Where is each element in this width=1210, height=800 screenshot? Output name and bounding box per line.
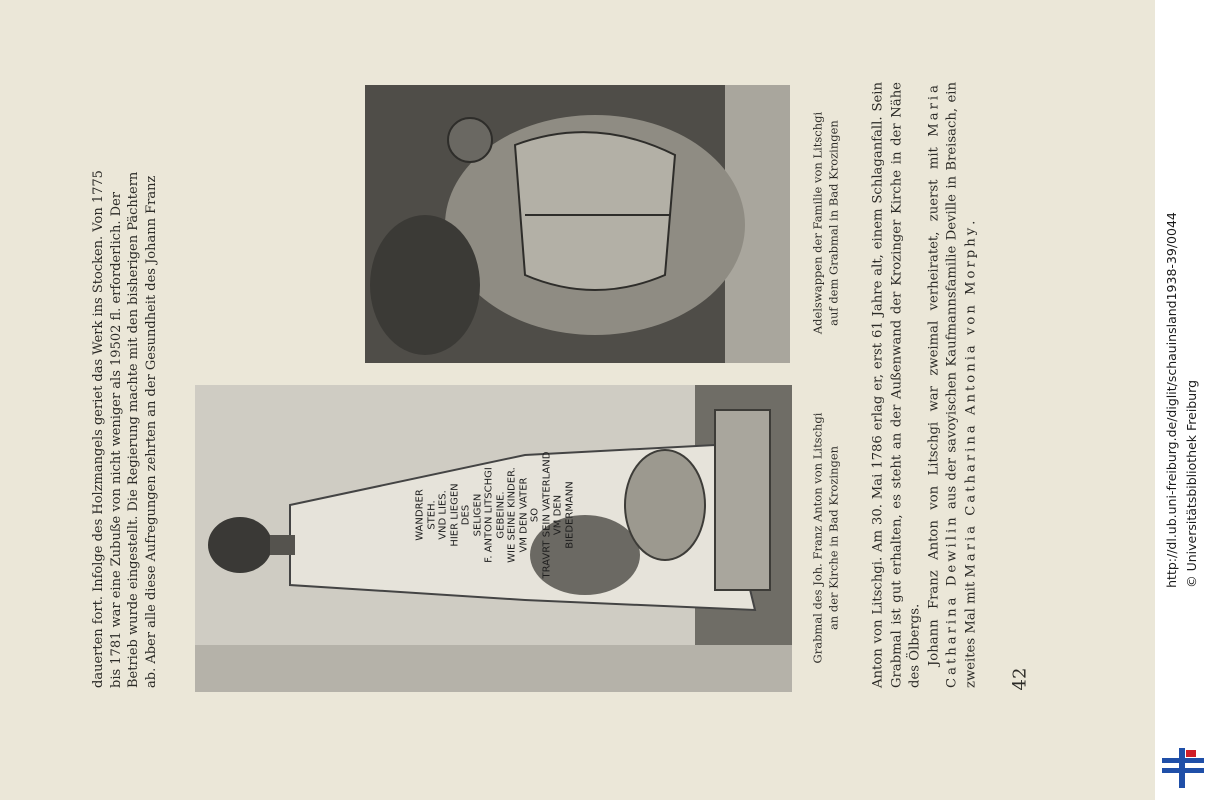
p2-mid: aus der savoyischen Kaufmannsfamilie Deville in Breisach, ein zweites Mal mit — [944, 82, 978, 688]
caption-tombstone — [811, 413, 842, 664]
caption-tombstone-line1: Grabmal des Joh. Franz Anton von Litschgi — [810, 412, 825, 664]
coat-of-arms-illustration — [365, 85, 790, 363]
inscription-line: GEBEINE. — [495, 491, 506, 539]
inscription-line: F. ANTON LITSCHGI — [483, 467, 495, 563]
inscription-line: SELIGEN — [472, 493, 483, 537]
inscription-line: VM DEN VATER — [518, 477, 529, 553]
inscription — [415, 415, 576, 615]
top-line-1: dauerten fort. Infolge des Holzmangels geriet das Werk ins Stocken. Von 1775 — [91, 170, 106, 688]
inscription-line: SO — [529, 507, 541, 523]
p2-end: . — [963, 220, 978, 225]
paragraph-1: Anton von Litschgi. Am 30. Mai 1786 erlag er, erst 61 Jahre alt, einem Schlaganfall. Sein Grabmal ist gut erhalten, es steht an der Außenwand der Krozinger Kirche in der Nähe des Ölbergs. — [870, 82, 923, 688]
inscription-line: VM DEN — [552, 494, 564, 536]
bottom-paragraph — [870, 82, 981, 688]
spouse-1-name: Maria Catharina Dewilin — [926, 82, 960, 688]
inscription-line: DES — [460, 504, 472, 526]
library-logo-icon — [1162, 748, 1204, 788]
top-paragraph — [90, 88, 160, 688]
source-url[interactable]: http://dl.ub.uni-freiburg.de/diglit/schauinsland1938-39/0044 — [1164, 212, 1179, 588]
attribution-text — [1162, 212, 1202, 588]
p2-start: Johann Franz Anton von Litschgi war zweimal verheiratet, zuerst mit — [926, 147, 941, 666]
caption-coat-line2: auf dem Grabmal in Bad Krozingen — [826, 120, 840, 326]
top-line-4: ab. Aber alle diese Aufregungen zehrten an der Gesundheit des Johann Franz — [143, 175, 159, 688]
caption-tombstone-line2: an der Kirche in Bad Krozingen — [826, 445, 840, 631]
spouse-2-name: Maria Catharina Antonia von Morphy — [963, 224, 978, 578]
paragraph-2 — [925, 82, 981, 688]
inscription-line: WIE SEINE KINDER. — [506, 467, 518, 563]
inscription-line: TRAVRT SEIN VATERLAND — [541, 451, 552, 579]
top-line-3: Betrieb wurde eingestellt. Die Regierung machte mit den bisherigen Pächtern — [126, 171, 141, 688]
caption-coat-line1: Adelswappen der Familie von Litschgi — [810, 111, 825, 335]
inscription-line: BIEDERMANN — [564, 481, 575, 549]
coat-of-arms-photo — [365, 85, 790, 363]
inscription-line: VND LIES. — [437, 490, 449, 540]
tombstone-photo — [195, 385, 792, 692]
top-line-2: bis 1781 war eine Zubuße von nicht weniger als 19502 fl. erforderlich. Der — [108, 192, 124, 688]
page-number: 42 — [1009, 667, 1031, 691]
caption-coat-of-arms — [811, 112, 842, 334]
copyright-notice: © Universitätsbibliothek Freiburg — [1184, 379, 1199, 588]
inscription-line: WANDRER — [414, 489, 426, 541]
inscription-line: STEH. — [426, 500, 437, 530]
inscription-line: HIER LIEGEN — [449, 483, 460, 547]
